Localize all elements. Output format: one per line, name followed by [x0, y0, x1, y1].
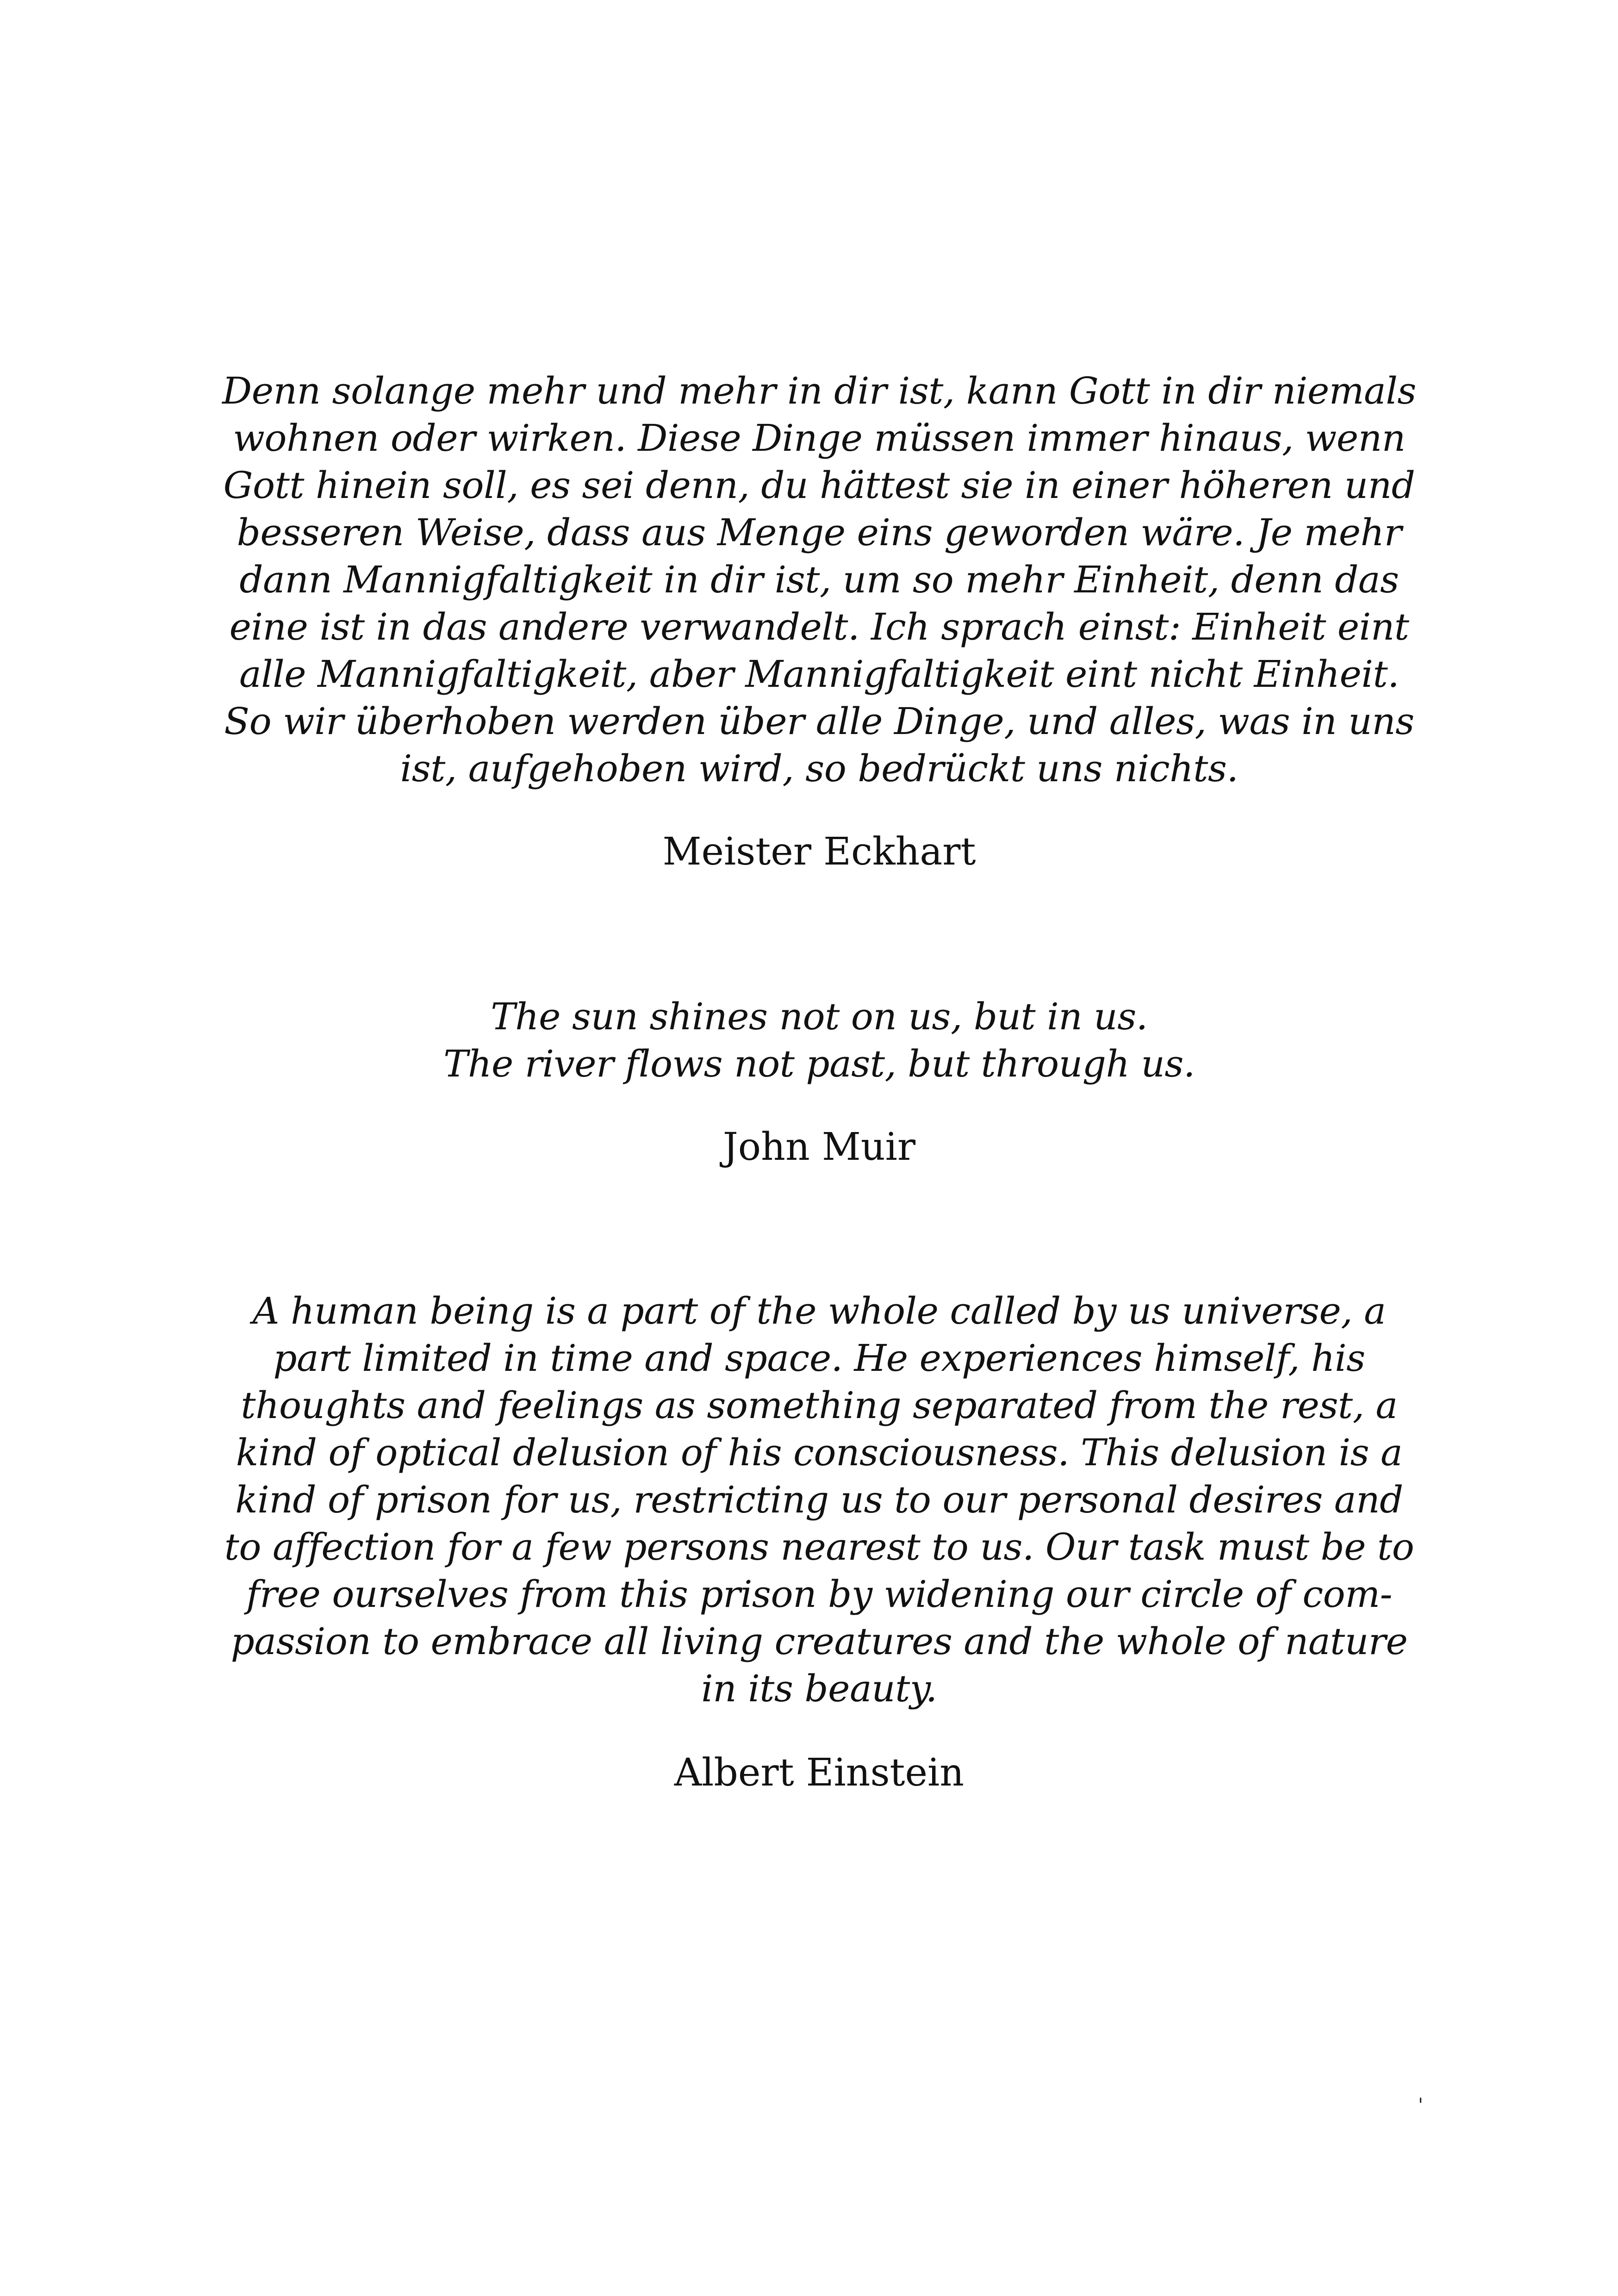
quote-line: wohnen oder wirken. Diese Dinge müssen immer hinaus, wenn: [233, 417, 1406, 460]
quote-line: kind of optical delusion of his consciousness. This delusion is a: [236, 1431, 1403, 1474]
quote-line: ist, aufgehoben wird, so bedrückt uns nichts.: [400, 747, 1238, 790]
quote-line: The river flows not past, but through us.: [443, 1042, 1195, 1085]
quote-line: passion to embrace all living creatures and the whole of nature: [230, 1620, 1408, 1663]
quote-author: John Muir: [722, 1125, 916, 1169]
quote-einstein: [218, 1288, 1421, 1712]
quote-line: A human being is a part of the whole called by us universe, a: [252, 1289, 1386, 1332]
quote-line: dann Mannigfaltigkeit in dir ist, um so mehr Einheit, denn das: [239, 558, 1399, 601]
quote-line: besseren Weise, dass aus Menge eins geworden wäre. Je mehr: [236, 511, 1402, 554]
quote-line: So wir überhoben werden über alle Dinge, und alles, was in uns: [224, 700, 1414, 743]
quote-eckhart: [218, 367, 1421, 792]
quote-line: Gott hinein soll, es sei denn, du hättest sie in einer höheren und: [223, 464, 1415, 507]
quote-author: Meister Eckhart: [662, 830, 976, 874]
quote-line: part limited in time and space. He experiences himself, his: [273, 1337, 1365, 1380]
quote-line: The sun shines not on us, but in us.: [491, 995, 1148, 1038]
page-mark: ': [1418, 2095, 1423, 2116]
quote-line: to affection for a few persons nearest to us. Our task must be to: [224, 1525, 1414, 1568]
quote-line: alle Mannigfaltigkeit, aber Mannigfaltigkeit eint nicht Einheit.: [239, 653, 1400, 696]
quote-line: eine ist in das andere verwandelt. Ich sprach einst: Einheit eint: [229, 605, 1409, 648]
quote-line: thoughts and feelings as something separated from the rest, a: [241, 1384, 1398, 1427]
quote-line: in its beauty.: [701, 1667, 937, 1710]
quote-line: Denn solange mehr und mehr in dir ist, kann Gott in dir niemals: [222, 369, 1416, 412]
quote-author: Albert Einstein: [674, 1751, 965, 1795]
quote-muir: [218, 993, 1421, 1088]
quote-line: kind of prison for us, restricting us to our personal desires and: [235, 1478, 1403, 1521]
quote-line: free ourselves from this prison by widening our circle of com-: [246, 1573, 1393, 1616]
